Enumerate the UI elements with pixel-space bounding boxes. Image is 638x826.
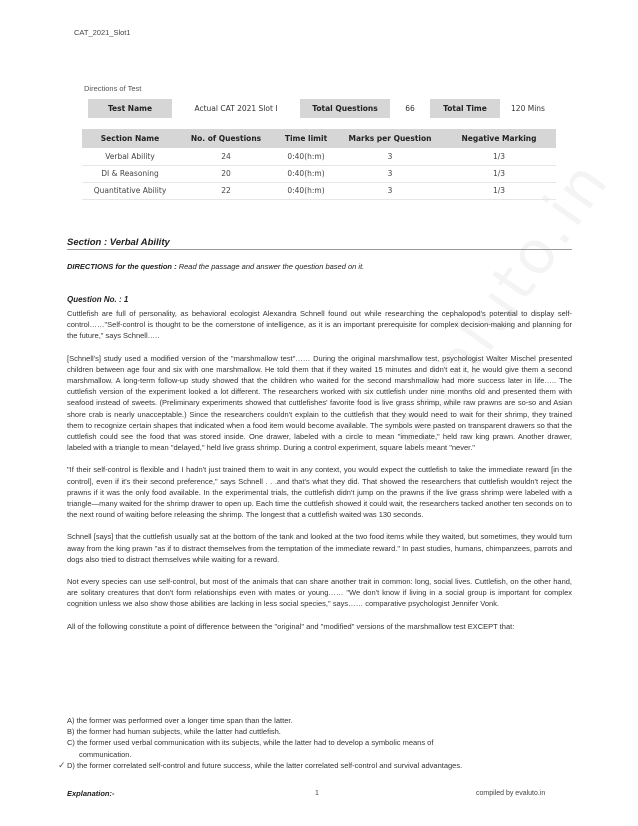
option-d-row [58, 759, 572, 771]
table-cell: Verbal Ability [82, 148, 178, 165]
column-header: Marks per Question [338, 129, 442, 148]
table-cell: 22 [178, 182, 274, 199]
table-row [82, 148, 556, 165]
table-cell: 1/3 [442, 165, 556, 182]
column-header: Time limit [274, 129, 338, 148]
passage [67, 308, 572, 643]
section-divider [67, 249, 572, 250]
table-cell: 3 [338, 165, 442, 182]
document-header-title: CAT_2021_Slot1 [74, 28, 131, 37]
option-b: B) the former had human subjects, while the latter had cuttlefish. [67, 727, 281, 737]
correct-answer-check-icon: ✓ [58, 759, 66, 770]
total-questions-value: 66 [405, 104, 415, 113]
table-cell: 3 [338, 148, 442, 165]
page-number: 1 [315, 790, 319, 797]
section-title: Section : Verbal Ability [67, 237, 170, 248]
directions-text: Read the passage and answer the question based on it. [178, 262, 365, 271]
table-cell: 20 [178, 165, 274, 182]
option-d: D) the former correlated self-control and future success, while the latter correlated self-control and survival advantages. [67, 760, 463, 770]
question-number: Question No. : 1 [67, 295, 129, 304]
sections-table [82, 129, 556, 200]
test-name-value: Actual CAT 2021 Slot I [194, 104, 278, 113]
question-directions [67, 262, 364, 271]
table-cell: Quantitative Ability [82, 182, 178, 199]
question-stem: All of the following constitute a point of difference between the "original" and "modified" versions of the marshmallow test EXCEPT that: [67, 621, 515, 631]
passage-paragraph: "If their self-control is flexible and I hadn't just trained them to wait in any context, you would expect the cuttlefish to take the immediate reward [in the control], even if it's their second preference," says Schnell . . .and that's what they did. That showed the researchers that cuttlefish wouldn't reject the prawns if it was the only food available. In the experimental trials, the cuttlefish didn't jump on the prawns if the live grass shrimp were labeled with a triangle—many waited for the shrimp drawer to open up. Each time the cuttlefish showed it could wait, the researchers tacked another ten seconds on to the next round of waiting before releasing the shrimp. The longest that a cuttlefish waited was 130 seconds. [67, 465, 572, 520]
sections-table-header-row [82, 129, 556, 148]
column-header: Section Name [82, 129, 178, 148]
compiled-by-credit: compiled by evaluto.in [476, 790, 546, 797]
directions-label: DIRECTIONS for the question : [67, 262, 177, 271]
column-header: No. of Questions [178, 129, 274, 148]
option-a: A) the former was performed over a longer time span than the latter. [67, 716, 293, 725]
directions-of-test-title: Directions of Test [84, 84, 142, 93]
table-cell: 0:40(h:m) [274, 148, 338, 165]
table-row [82, 182, 556, 199]
table-row [82, 165, 556, 182]
total-time-value: 120 Mins [511, 104, 545, 113]
option-c-continued: communication. [79, 749, 132, 759]
table-cell: 1/3 [442, 148, 556, 165]
explanation-label: Explanation:- [67, 789, 115, 798]
test-name-label: Test Name [88, 99, 172, 118]
table-cell: 0:40(h:m) [274, 182, 338, 199]
test-summary-table [88, 99, 556, 118]
answer-options [58, 715, 572, 771]
total-questions-label: Total Questions [300, 99, 390, 118]
table-cell: 3 [338, 182, 442, 199]
passage-paragraph: Schnell [says] that the cuttlefish usually sat at the bottom of the tank and looked at the two food items while they waited, but sometimes, they would turn away from the king prawn "as if to distract themselves from the temptation of the immediate reward." In past studies, humans, chimpanzees, parrots and dogs also tried to distract themselves while waiting for a reward. [67, 532, 572, 564]
passage-paragraph: Not every species can use self-control, but most of the animals that can share another trait in common: long, social lives. Cuttlefish, on the other hand, are solitary creatures that don't form relationships even with mates or young…… "We don't know if living in a social group is important for complex cognition unless we also show those abilities are lacking in less social species," says…… comparative psychologist Jennifer Vonk. [67, 577, 572, 609]
column-header: Negative Marking [442, 129, 556, 148]
table-cell: DI & Reasoning [82, 165, 178, 182]
option-c: C) the former used verbal communication with its subjects, while the latter had to develop a symbolic means of [67, 738, 434, 748]
table-cell: 0:40(h:m) [274, 165, 338, 182]
passage-paragraph: [Schnell's] study used a modified version of the "marshmallow test"…… During the original marshmallow test, psychologist Walter Mischel presented children between age four and six with one marshmallow. He told them that if they waited 15 minutes and didn't eat it, he would give them a second marshmallow. A long-term follow-up study showed that the children who waited for the second marshmallow had more success later in life….. The cuttlefish version of the experiment looked a lot different. The researchers worked with six cuttlefish under nine months old and presented them with seafood instead of sweets. (Preliminary experiments showed that cuttlefishes' favorite food is live grass shrimp, while raw prawns are so-so and Asian shore crab is nearly unacceptable.) Since the researchers couldn't explain to the cuttlefish that they would need to wait for their shrimp, they trained them to recognize certain shapes that indicated when a food item would become available. The symbols were pasted on transparent drawers so that the cuttlefish could see the food that was stored inside. One drawer, labeled with a circle to mean "immediate," held raw king prawn. Another drawer, labeled with a triangle to mean "delayed," held live grass shrimp. During a control experiment, square labels meant "never." [67, 353, 572, 453]
table-cell: 1/3 [442, 182, 556, 199]
total-time-label: Total Time [430, 99, 500, 118]
table-cell: 24 [178, 148, 274, 165]
passage-paragraph: Cuttlefish are full of personality, as behavioral ecologist Alexandra Schnell found out while researching the cephalopod's potential to display self-control……"Self-control is thought to be the cornerstone of intelligence, as it is an important prerequisite for complex decision-making and planning for the future," says Schnell….. [67, 309, 572, 341]
